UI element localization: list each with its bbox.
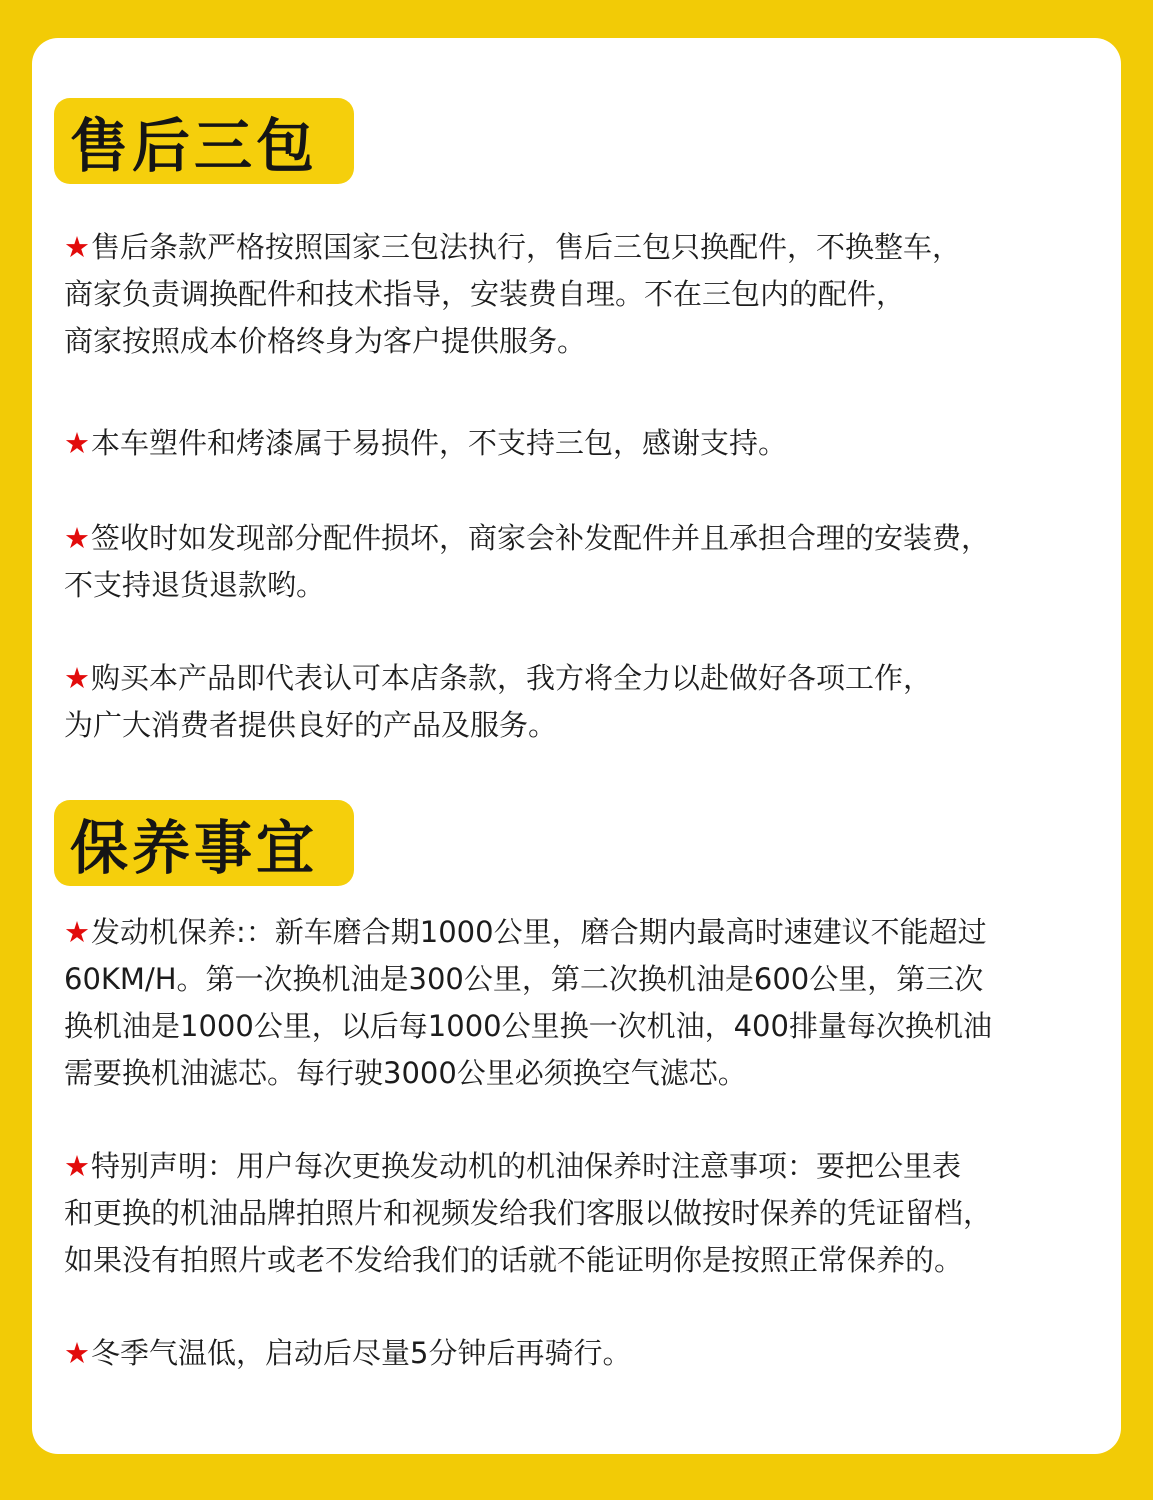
warranty-paragraph-4: ★购买本产品即代表认可本店条款，我方将全力以赴做好各项工作， 为广大消费者提供良好的产品及服务。 (64, 661, 933, 742)
star-icon: ★ (64, 915, 90, 949)
content-card (32, 38, 1121, 1454)
maintenance-paragraph-2: ★特别声明：用户每次更换发动机的机油保养时注意事项：要把公里表 和更换的机油品牌拍照片和视频发给我们客服以做按时保养的凭证留档， 如果没有拍照片或老不发给我们的话就不能证明你是按照正常保养的。 (64, 1149, 993, 1277)
section-title-maintenance: 保养事宜 (54, 800, 354, 886)
star-icon: ★ (64, 1149, 90, 1183)
warranty-paragraph-3: ★签收时如发现部分配件损坏，商家会补发配件并且承担合理的安装费， 不支持退货退款哟。 (64, 521, 991, 602)
star-icon: ★ (64, 661, 90, 695)
warranty-paragraph-2: ★本车塑件和烤漆属于易损件，不支持三包，感谢支持。 (64, 426, 788, 460)
star-icon: ★ (64, 426, 90, 460)
maintenance-paragraph-3: ★冬季气温低，启动后尽量5分钟后再骑行。 (64, 1336, 632, 1370)
maintenance-paragraph-1: ★发动机保养:：新车磨合期1000公里，磨合期内最高时速建议不能超过 60KM/H。第一次换机油是300公里，第二次换机油是600公里，第三次 换机油是1000公里，以后每1000公里换一次机油，400排量每次换机油 需要换机油滤芯。每行驶3000公里必须换空气滤芯。 (64, 915, 992, 1090)
section-title-warranty: 售后三包 (54, 98, 354, 184)
star-icon: ★ (64, 230, 90, 264)
star-icon: ★ (64, 521, 90, 555)
star-icon: ★ (64, 1336, 90, 1370)
warranty-paragraph-1: ★售后条款严格按照国家三包法执行，售后三包只换配件，不换整车， 商家负责调换配件和技术指导，安装费自理。不在三包内的配件， 商家按照成本价格终身为客户提供服务。 (64, 230, 962, 358)
